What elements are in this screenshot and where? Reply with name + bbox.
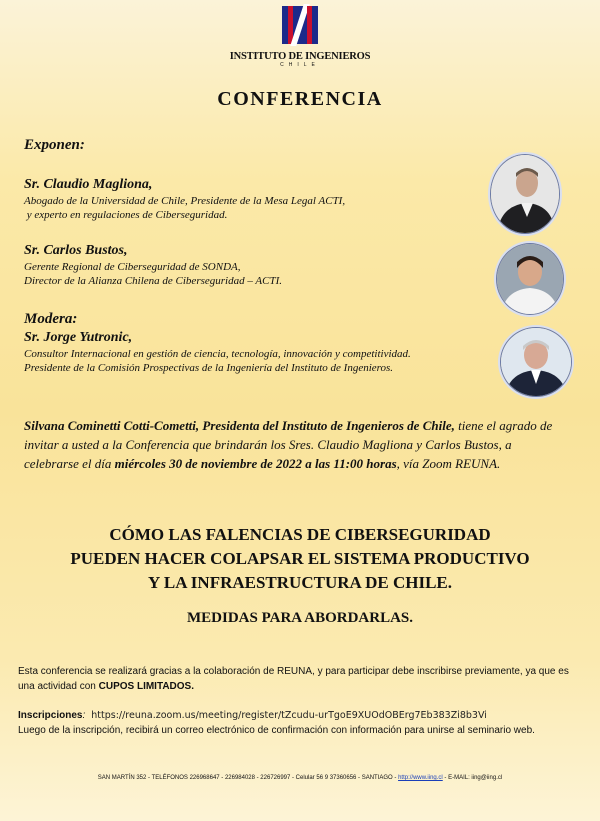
logo-sub: CHILE: [280, 62, 320, 68]
speaker-2-description: [24, 260, 474, 288]
note-text: Esta conferencia se realizará gracias a la colaboración de REUNA, y para participar debe inscribirse previamente, ya que es una actividad con: [18, 666, 569, 692]
page-title: CONFERENCIA: [217, 88, 383, 110]
collaboration-note: [18, 664, 588, 694]
logo-name: INSTITUTO DE INGENIEROS: [229, 51, 371, 62]
moderator-photo: [500, 327, 572, 397]
speaker-1-name: Sr. Claudio Magliona,: [24, 177, 153, 192]
speaker-1-desc-line-2: y experto en regulaciones de Ciberseguridad.: [24, 209, 228, 221]
speaker-2-desc-line-2: Director de la Alianza Chilena de Ciberseguridad – ACTI.: [24, 275, 282, 287]
invitation-text-2: , vía Zoom REUNA.: [396, 456, 501, 471]
speaker-1-description: [24, 194, 474, 222]
title-line-2: PUEDEN HACER COLAPSAR EL SISTEMA PRODUCTIVO: [70, 549, 530, 568]
exponen-label: Exponen:: [24, 137, 85, 153]
registration-followup: Luego de la inscripción, recibirá un correo electrónico de confirmación con información para unirse al seminario web.: [18, 725, 535, 736]
speaker-2-name: Sr. Carlos Bustos,: [24, 243, 128, 258]
conference-title: [0, 523, 600, 595]
invitation-date: miércoles 30 de noviembre de 2022 a las 11:00 horas: [114, 456, 397, 471]
footer-email: - E-MAIL: iing@iing.cl: [442, 775, 503, 781]
speaker-2-desc-line-1: Gerente Regional de Ciberseguridad de SONDA,: [24, 261, 241, 273]
registration-label: Inscripciones: [18, 710, 83, 721]
invitation-text-1: tiene el agrado de invitar a usted a la Conferencia que brindarán los Sres. Claudio Magliona y Carlos Bustos, a celebrarse el día: [24, 418, 553, 471]
institute-logo-icon: [282, 6, 318, 44]
speaker-1-photo: [490, 154, 560, 234]
conference-subtitle: MEDIDAS PARA ABORDARLAS.: [187, 610, 413, 626]
moderator-desc-line-2: Presidente de la Comisión Prospectivas de la Ingeniería del Instituto de Ingenieros.: [24, 362, 394, 374]
website-link[interactable]: http://www.iing.cl: [398, 775, 443, 781]
title-line-3: Y LA INFRAESTRUCTURA DE CHILE.: [147, 573, 452, 592]
speaker-1-desc-line-1: Abogado de la Universidad de Chile, Presidente de la Mesa Legal ACTI,: [24, 195, 346, 207]
moderator-name: Sr. Jorge Yutronic,: [24, 330, 133, 345]
limited-seats: CUPOS LIMITADOS.: [98, 681, 194, 692]
institute-logo: [0, 6, 600, 68]
footer-address: SAN MARTÍN 352 - TELÉFONOS 226968647 - 226984028 - 226726997 - Celular 56 9 37360656 - SANTIAGO -: [97, 775, 399, 781]
registration-colon: :: [82, 710, 86, 721]
registration-link[interactable]: https://reuna.zoom.us/meeting/register/tZcudu-urTgoE9XUOdOBErg7Eb383Zi8b3Vi: [91, 710, 487, 721]
title-line-1: CÓMO LAS FALENCIAS DE CIBERSEGURIDAD: [109, 525, 491, 544]
moderator-description: [24, 347, 494, 375]
speaker-2-photo: [496, 243, 564, 315]
invitation-host: Silvana Cominetti Cotti-Cometti, Presidenta del Instituto de Ingenieros de Chile,: [24, 418, 455, 433]
registration-info: [18, 708, 593, 738]
invitation-paragraph: [24, 416, 564, 473]
modera-label: Modera:: [24, 311, 78, 327]
moderator-desc-line-1: Consultor Internacional en gestión de ciencia, tecnología, innovación y competitividad.: [24, 348, 411, 360]
footer-contact: [0, 775, 600, 781]
